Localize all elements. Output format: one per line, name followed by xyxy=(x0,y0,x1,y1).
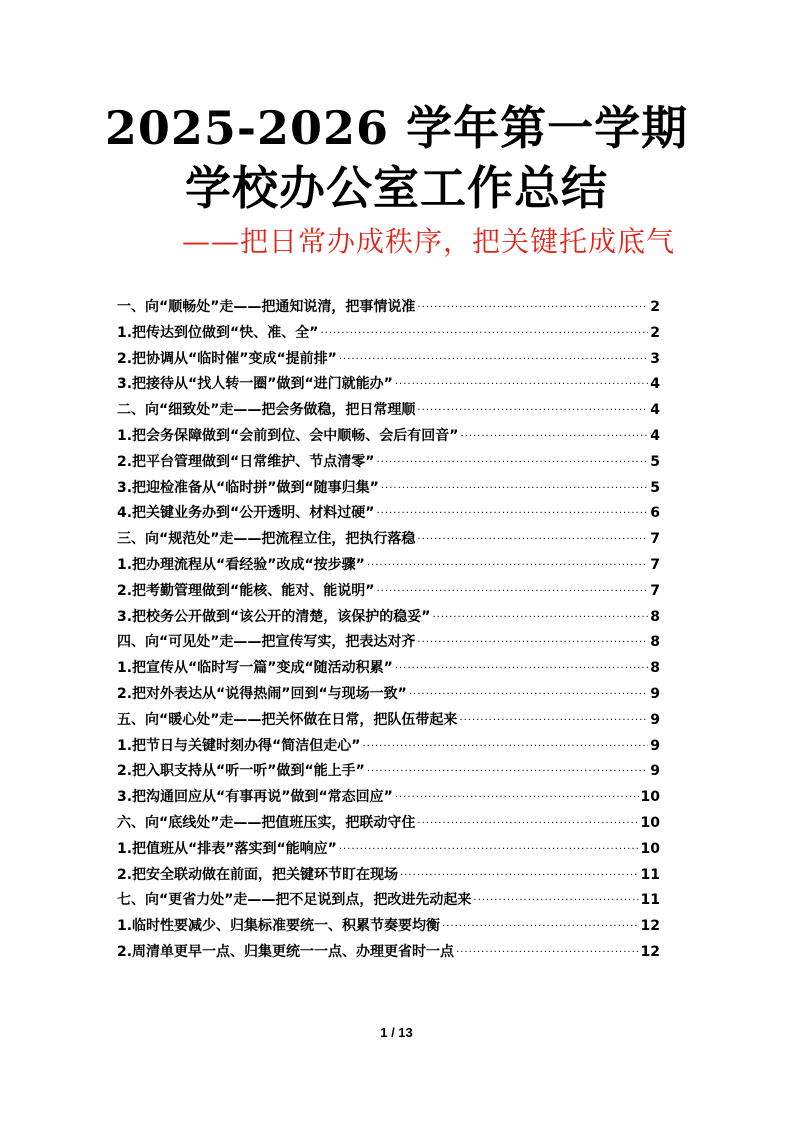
toc-entry[interactable] xyxy=(117,451,660,477)
toc-dot-leader xyxy=(367,560,648,571)
toc-entry[interactable] xyxy=(117,760,660,786)
toc-entry-page-number: 10 xyxy=(640,814,660,831)
toc-entry-label: 四、向“可见处”走——把宣传写实，把表达对齐 xyxy=(117,634,416,651)
toc-entry[interactable] xyxy=(117,373,660,399)
toc-entry-label: 1.把节日与关键时刻办得“简洁但走心” xyxy=(117,737,361,754)
toc-entry-page-number: 4 xyxy=(650,376,660,393)
toc-entry[interactable] xyxy=(117,915,660,941)
toc-entry-label: 1.把会务保障做到“会前到位、会中顺畅、会后有回音” xyxy=(117,427,459,444)
toc-entry[interactable] xyxy=(117,322,660,348)
toc-entry[interactable] xyxy=(117,399,660,425)
toc-entry[interactable] xyxy=(117,554,660,580)
toc-entry-page-number: 7 xyxy=(650,582,660,599)
toc-entry-label: 3.把校务公开做到“该公开的清楚，该保护的稳妥” xyxy=(117,608,431,625)
toc-dot-leader xyxy=(417,405,648,416)
toc-entry-label: 1.把值班从“排表”落实到“能响应” xyxy=(117,840,337,857)
toc-entry-page-number: 9 xyxy=(650,711,660,728)
toc-entry[interactable] xyxy=(117,528,660,554)
toc-entry[interactable] xyxy=(117,864,660,890)
toc-entry-label: 1.临时性要减少、归集标准要统一、积累节奏要均衡 xyxy=(117,918,441,935)
toc-entry-page-number: 4 xyxy=(650,402,660,419)
toc-entry-page-number: 10 xyxy=(640,789,660,806)
toc-entry-page-number: 9 xyxy=(650,685,660,702)
document-subtitle: ——把日常办成秩序，把关键托成底气 xyxy=(181,225,675,258)
toc-entry-page-number: 8 xyxy=(650,660,660,677)
toc-dot-leader xyxy=(417,534,648,545)
toc-entry[interactable] xyxy=(117,425,660,451)
toc-entry[interactable] xyxy=(117,683,660,709)
toc-dot-leader xyxy=(442,921,638,932)
toc-dot-leader xyxy=(417,637,648,648)
toc-dot-leader xyxy=(320,328,648,339)
toc-entry-page-number: 9 xyxy=(650,763,660,780)
toc-entry-page-number: 12 xyxy=(640,918,660,935)
toc-entry-page-number: 5 xyxy=(650,453,660,470)
toc-entry[interactable] xyxy=(117,477,660,503)
page-indicator: 1 / 13 xyxy=(380,1025,413,1040)
toc-entry[interactable] xyxy=(117,296,660,322)
toc-dot-leader xyxy=(376,457,648,468)
toc-entry-label: 七、向“更省力处”走——把不足说到点，把改进先动起来 xyxy=(117,892,472,909)
toc-dot-leader xyxy=(460,431,648,442)
toc-dot-leader xyxy=(376,586,648,597)
toc-entry[interactable] xyxy=(117,580,660,606)
toc-entry-label: 2.把协调从“临时催”变成“提前排” xyxy=(117,350,337,367)
toc-dot-leader xyxy=(376,508,648,519)
toc-entry-label: 一、向“顺畅处”走——把通知说清，把事情说准 xyxy=(117,299,416,315)
toc-dot-leader xyxy=(409,689,648,700)
toc-entry-label: 4.把关键业务办到“公开透明、材料过硬” xyxy=(117,505,375,522)
toc-dot-leader xyxy=(362,741,648,752)
toc-entry-page-number: 11 xyxy=(640,892,660,909)
toc-entry-page-number: 6 xyxy=(650,505,660,522)
toc-dot-leader xyxy=(339,354,648,365)
toc-entry[interactable] xyxy=(117,889,660,915)
toc-dot-leader xyxy=(395,792,639,803)
toc-entry-page-number: 2 xyxy=(650,324,660,341)
toc-entry-label: 1.把传达到位做到“快、准、全” xyxy=(117,324,319,341)
toc-entry[interactable] xyxy=(117,502,660,528)
toc-dot-leader xyxy=(395,663,648,674)
toc-entry-label: 五、向“暖心处”走——把关怀做在日常，把队伍带起来 xyxy=(117,711,458,728)
toc-entry-page-number: 8 xyxy=(650,634,660,651)
toc-dot-leader xyxy=(459,715,648,726)
toc-entry-label: 3.把沟通回应从“有事再说”做到“常态回应” xyxy=(117,789,393,806)
document-title-line-2: 学校办公室工作总结 xyxy=(185,161,608,215)
toc-entry[interactable] xyxy=(117,786,660,812)
toc-entry-label: 2.把入职支持从“听一听”做到“能上手” xyxy=(117,763,365,780)
toc-entry[interactable] xyxy=(117,657,660,683)
toc-dot-leader xyxy=(367,766,648,777)
toc-entry[interactable] xyxy=(117,631,660,657)
toc-entry-label: 2.把考勤管理做到“能核、能对、能说明” xyxy=(117,582,375,599)
toc-entry[interactable] xyxy=(117,735,660,761)
toc-entry-label: 3.把接待从“找人转一圈”做到“进门就能办” xyxy=(117,376,393,393)
toc-entry-label: 1.把办理流程从“看经验”改成“按步骤” xyxy=(117,556,365,573)
toc-entry-label: 三、向“规范处”走——把流程立住，把执行落稳 xyxy=(117,531,416,548)
toc-entry-page-number: 4 xyxy=(650,427,660,444)
toc-entry-page-number: 3 xyxy=(650,350,660,367)
toc-entry-label: 六、向“底线处”走——把值班压实，把联动守住 xyxy=(117,814,416,831)
toc-entry-page-number: 7 xyxy=(650,556,660,573)
toc-entry-page-number: 7 xyxy=(650,531,660,548)
table-of-contents xyxy=(117,296,660,967)
toc-dot-leader xyxy=(473,895,638,906)
toc-dot-leader xyxy=(417,818,638,829)
toc-entry-label: 二、向“细致处”走——把会务做稳，把日常理顺 xyxy=(117,402,416,419)
toc-entry-label: 3.把迎检准备从“临时拼”做到“随事归集” xyxy=(117,479,379,496)
toc-dot-leader xyxy=(395,379,648,390)
toc-dot-leader xyxy=(339,844,639,855)
toc-entry-label: 2.把对外表达从“说得热闹”回到“与现场一致” xyxy=(117,685,407,702)
toc-entry[interactable] xyxy=(117,812,660,838)
toc-dot-leader xyxy=(381,483,648,494)
document-title-line-1: 2025-2026 学年第一学期 xyxy=(104,101,689,155)
toc-entry-label: 2.周清单更早一点、归集更统一一点、办理更省时一点 xyxy=(117,943,455,960)
toc-entry[interactable] xyxy=(117,941,660,967)
toc-entry[interactable] xyxy=(117,838,660,864)
toc-dot-leader xyxy=(432,612,648,623)
toc-entry-label: 2.把平台管理做到“日常维护、节点清零” xyxy=(117,453,375,470)
toc-entry-page-number: 10 xyxy=(640,840,660,857)
toc-dot-leader xyxy=(417,302,648,313)
toc-entry-page-number: 11 xyxy=(640,866,660,883)
toc-entry-page-number: 12 xyxy=(640,943,660,960)
toc-entry[interactable] xyxy=(117,709,660,735)
toc-entry-page-number: 5 xyxy=(650,479,660,496)
toc-dot-leader xyxy=(400,870,638,881)
toc-entry-page-number: 2 xyxy=(650,299,660,315)
toc-entry-page-number: 8 xyxy=(650,608,660,625)
toc-entry-label: 1.把宣传从“临时写一篇”变成“随活动积累” xyxy=(117,660,393,677)
toc-entry[interactable] xyxy=(117,348,660,374)
toc-entry[interactable] xyxy=(117,606,660,632)
toc-entry-page-number: 9 xyxy=(650,737,660,754)
toc-dot-leader xyxy=(456,947,638,958)
toc-entry-label: 2.把安全联动做在前面，把关键环节盯在现场 xyxy=(117,866,399,883)
